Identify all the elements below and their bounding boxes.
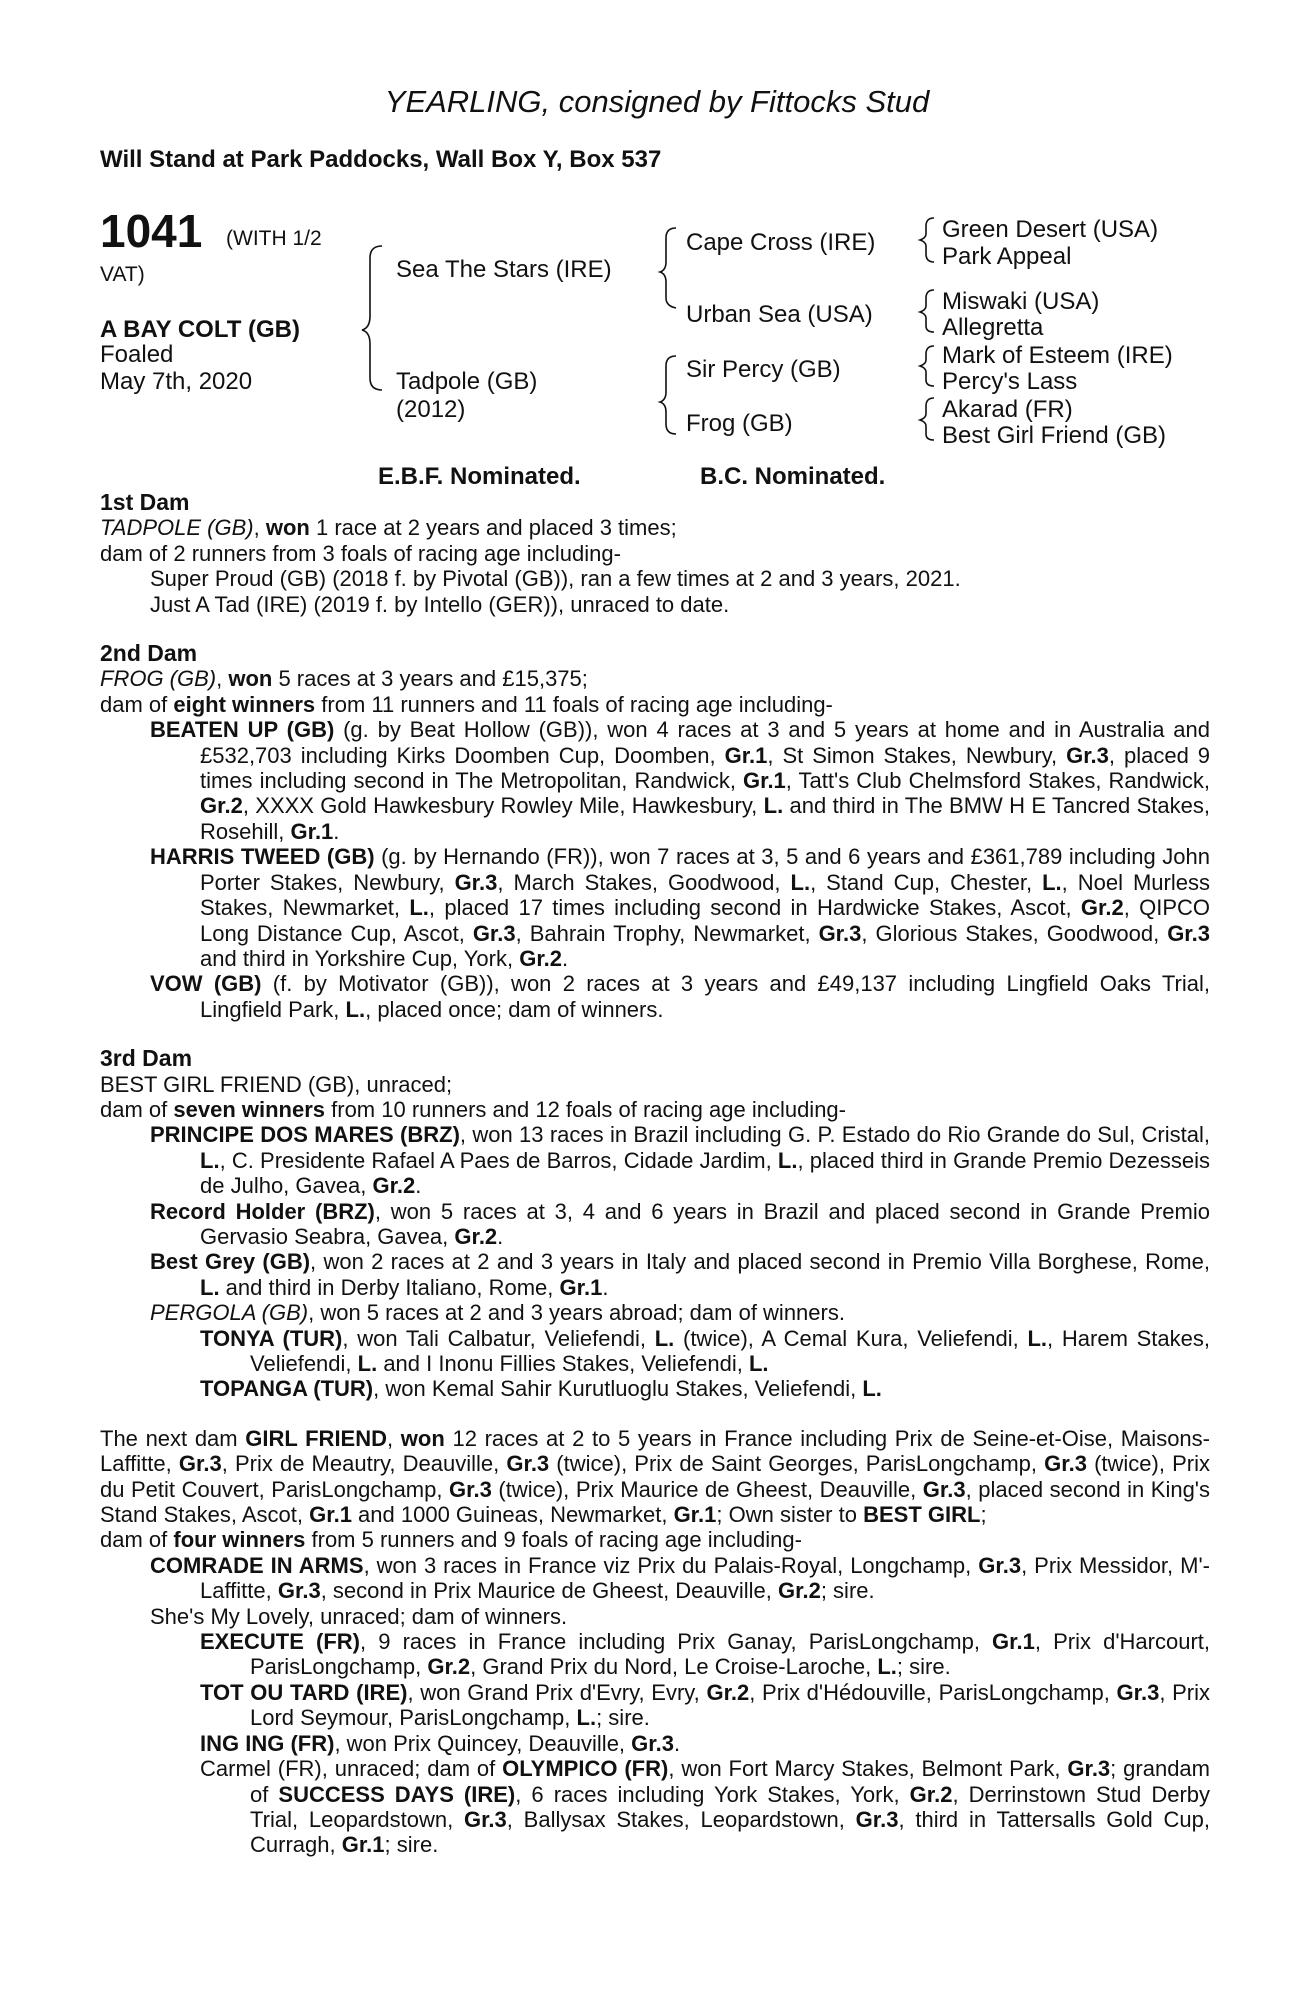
pedigree-dss: Mark of Esteem (IRE) [942,342,1173,369]
pedigree-sds: Miswaki (USA) [942,288,1100,315]
pedigree-ssd: Park Appeal [942,243,1072,270]
pedigree-sire-dam: Urban Sea (USA) [686,301,873,328]
third-dam-grandprogeny-2: TOPANGA (TUR), won Kemal Sahir Kurutluoglu Stakes, Veliefendi, L. [200,1376,882,1402]
pedigree-sire-sire: Cape Cross (IRE) [686,229,876,256]
second-dam-progeny-3: VOW (GB) (f. by Motivator (GB)), won 2 races at 3 years and £49,137 including Lingfield Oaks Trial, Lingfield Park, L., placed once; dam of winners. [150,971,1210,1022]
first-dam-progeny-1: Super Proud (GB) (2018 f. by Pivotal (GB)), ran a few times at 2 and 3 years, 2021. [150,566,961,592]
catalogue-body [100,490,1210,1858]
pedigree-sss: Green Desert (USA) [942,216,1159,243]
lot-title: A BAY COLT (GB) [100,316,301,343]
third-dam-progeny-3: Best Grey (GB), won 2 races at 2 and 3 years in Italy and placed second in Premio Villa Borghese, Rome, L. and third in Derby Italiano, Rome, Gr.1. [150,1249,1210,1300]
next-dam-progeny-2: She's My Lovely, unraced; dam of winners. [150,1603,568,1629]
stand-location: Will Stand at Park Paddocks, Wall Box Y, Box 537 [100,146,662,173]
pedigree-dam-year: (2012) [396,396,466,423]
next-dam-grandprogeny-4: Carmel (FR), unraced; dam of OLYMPICO (FR), won Fort Marcy Stakes, Belmont Park, Gr.3; grandam of SUCCESS DAYS (IRE), 6 races including York Stakes, York, Gr.2, Derrinstown Stud Derby Trial, Leopardstown, Gr.3, Ballysax Stakes, Leopardstown, Gr.3, third in Tattersalls Gold Cup, Curragh, Gr.1; sire. [200,1756,1211,1858]
second-dam-progeny-1: BEATEN UP (GB) (g. by Beat Hollow (GB)), won 4 races at 3 and 5 years at home and in Australia and £532,703 including Kirks Doomben Cup, Doomben, Gr.1, St Simon Stakes, Newbury, Gr.3, placed 9 times including second in The Metropolitan, Randwick, Gr.1, Tatt's Club Chelmsford Stakes, Randwick, Gr.2, XXXX Gold Hawkesbury Rowley Mile, Hawkesbury, L. and third in The BMW H E Tancred Stakes, Rosehill, Gr.1. [150,717,1210,844]
lot-vat-2: VAT) [100,263,145,286]
foaled-date: May 7th, 2020 [100,368,253,395]
page-header: YEARLING, consigned by Fittocks Stud [384,84,930,119]
first-dam-produce: dam of 2 runners from 3 foals of racing age including- [100,540,621,566]
pedigree-sire: Sea The Stars (IRE) [396,256,612,283]
next-dam-grandprogeny-1: EXECUTE (FR), 9 races in France including Prix Ganay, ParisLongchamp, Gr.1, Prix d'Harcourt, ParisLongchamp, Gr.2, Grand Prix du Nord, Le Croise-Laroche, L.; sire. [200,1629,1211,1680]
foaled-label: Foaled [100,341,174,368]
third-dam-progeny-2: Record Holder (BRZ), won 5 races at 3, 4 and 6 years in Brazil and placed second in Grande Premio Gervasio Seabra, Gavea, Gr.2. [150,1198,1210,1249]
first-dam-heading: 1st Dam [100,489,190,515]
first-dam-line: TADPOLE (GB), won 1 race at 2 years and placed 3 times; [100,515,677,541]
pedigree-dam-dam: Frog (GB) [686,410,793,437]
next-dam-grandprogeny-2: TOT OU TARD (IRE), won Grand Prix d'Evry, Evry, Gr.2, Prix d'Hédouville, ParisLongchamp, Gr.3, Prix Lord Seymour, ParisLongchamp, L.; sire. [200,1679,1210,1731]
ebf-nominated: E.B.F. Nominated. [378,463,581,490]
second-dam-line: FROG (GB), won 5 races at 3 years and £15,375; [100,666,588,692]
next-dam-produce: dam of four winners from 5 runners and 9 foals of racing age including- [100,1527,802,1553]
next-dam-line: The next dam GIRL FRIEND, won 12 races at 2 to 5 years in France including Prix de Seine-et-Oise, Maisons-Laffitte, Gr.3, Prix de Meautry, Deauville, Gr.3 (twice), Prix de Saint Georges, ParisLongchamp, Gr.3 (twice), Prix du Petit Couvert, ParisLongchamp, Gr.3 (twice), Prix Maurice de Gheest, Deauville, Gr.3, placed second in King's Stand Stakes, Ascot, Gr.1 and 1000 Guineas, Newmarket, Gr.1; Own sister to BEST GIRL; [100,1425,1211,1528]
bc-nominated: B.C. Nominated. [700,463,886,490]
lot-vat-1: (WITH 1/2 [226,227,322,250]
second-dam-produce: dam of eight winners from 11 runners and 11 foals of racing age including- [100,691,833,717]
third-dam-line: BEST GIRL FRIEND (GB), unraced; [100,1071,453,1097]
lot-number: 1041 [100,205,203,257]
third-dam-progeny-4: PERGOLA (GB), won 5 races at 2 and 3 years abroad; dam of winners. [150,1300,845,1326]
pedigree-ddd: Best Girl Friend (GB) [942,422,1167,449]
third-dam-produce: dam of seven winners from 10 runners and 12 foals of racing age including- [100,1096,846,1122]
pedigree-dds: Akarad (FR) [942,396,1073,423]
pedigree-dsd: Percy's Lass [942,368,1078,395]
next-dam-progeny-1: COMRADE IN ARMS, won 3 races in France viz Prix du Palais-Royal, Longchamp, Gr.3, Prix Messidor, M'-Laffitte, Gr.3, second in Prix Maurice de Gheest, Deauville, Gr.2; sire. [150,1552,1210,1604]
second-dam-progeny-2: HARRIS TWEED (GB) (g. by Hernando (FR)), won 7 races at 3, 5 and 6 years and £361,789 including John Porter Stakes, Newbury, Gr.3, March Stakes, Goodwood, L., Stand Cup, Chester, L., Noel Murless Stakes, Newmarket, L., placed 17 times including second in Hardwicke Stakes, Ascot, Gr.2, QIPCO Long Distance Cup, Ascot, Gr.3, Bahrain Trophy, Newmarket, Gr.3, Glorious Stakes, Goodwood, Gr.3 and third in Yorkshire Cup, York, Gr.2. [150,844,1211,971]
pedigree-sdd: Allegretta [942,314,1044,341]
second-dam-heading: 2nd Dam [100,640,198,667]
next-dam-grandprogeny-3: ING ING (FR), won Prix Quincey, Deauville, Gr.3. [200,1730,681,1756]
pedigree-dam-sire: Sir Percy (GB) [686,356,841,383]
third-dam-heading: 3rd Dam [100,1045,193,1072]
third-dam-grandprogeny-1: TONYA (TUR), won Tali Calbatur, Veliefendi, L. (twice), A Cemal Kura, Veliefendi, L., Harem Stakes, Veliefendi, L. and I Inonu Fillies Stakes, Veliefendi, L. [200,1325,1211,1376]
pedigree-dam: Tadpole (GB) [396,368,538,395]
first-dam-progeny-2: Just A Tad (IRE) (2019 f. by Intello (GER)), unraced to date. [150,591,730,617]
third-dam-progeny-1: PRINCIPE DOS MARES (BRZ), won 13 races in Brazil including G. P. Estado do Rio Grande do Sul, Cristal, L., C. Presidente Rafael A Paes de Barros, Cidade Jardim, L., placed third in Grande Premio Dezesseis de Julho, Gavea, Gr.2. [150,1122,1210,1199]
